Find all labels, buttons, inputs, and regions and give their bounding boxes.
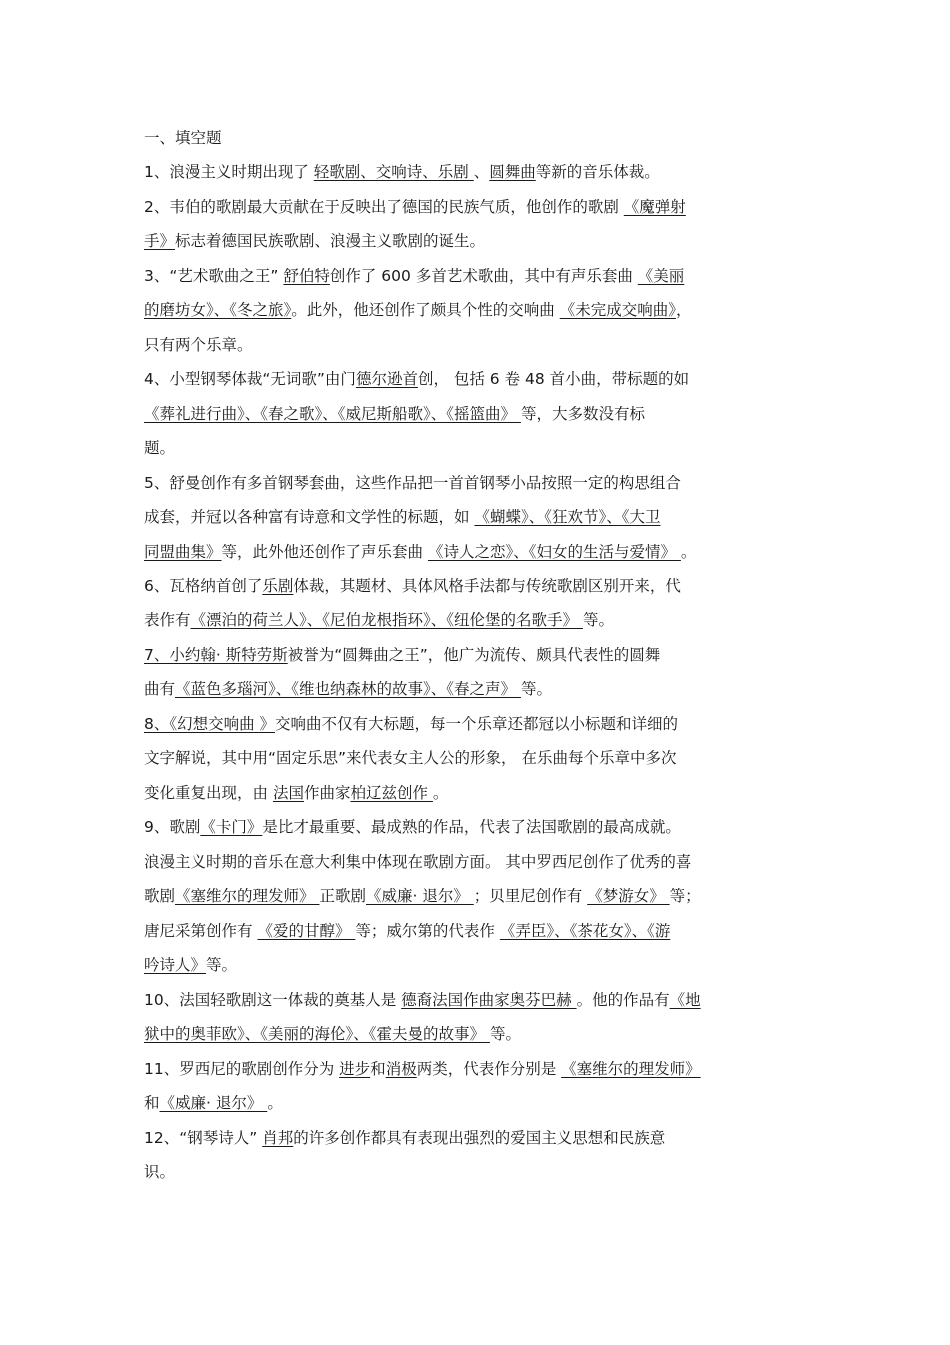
question-4-line-3: 题。 [144,439,176,457]
answer: 《葬礼进行曲》、《春之歌》、《威尼斯船歌》、《摇篮曲》 [144,405,521,423]
question-3-line-3: 只有两个乐章。 [144,336,253,354]
answer: 柏辽兹创作 [350,784,433,802]
answer: 7、小约翰· 斯特劳斯 [144,646,288,664]
answer: 舒伯特 [283,267,330,285]
question-9-line-2: 浪漫主义时期的音乐在意大利集中体现在歌剧方面。 其中罗西尼创作了优秀的喜 [144,853,692,871]
question-8-line-2: 文字解说，其中用“固定乐思”来代表女主人公的形象， 在乐曲每个乐章中多次 [144,749,677,767]
answer: 法国 [272,784,304,802]
answer: 圆舞曲 [489,163,536,181]
answer: 狱中的奥菲欧》、《美丽的海伦》、《霍夫曼的故事》 [144,1025,490,1043]
question-10-line-2: 狱中的奥菲欧》、《美丽的海伦》、《霍夫曼的故事》 等。 [144,1025,521,1043]
answer: 《梦游女》 [587,887,670,905]
answer: 《塞维尔的理发师》 [561,1060,701,1078]
answer: 《地 [669,991,701,1009]
answer: 《威廉· 退尔》 [159,1094,268,1112]
question-4-line-2: 《葬礼进行曲》、《春之歌》、《威尼斯船歌》、《摇篮曲》 等，大多数没有标 [144,405,645,423]
answer: 进步 [339,1060,371,1078]
answer: 吟诗人》 [144,956,207,974]
question-5-line-3: 同盟曲集》等，此外他还创作了声乐套曲 《诗人之恋》、《妇女的生活与爱情》 。 [144,543,697,561]
answer: 同盟曲集》 [144,543,222,561]
question-2-line-1: 2、韦伯的歌剧最大贡献在于反映出了德国的民族气质，他创作的歌剧 《魔弹射 [144,198,686,216]
question-4-line-1: 4、小型钢琴体裁“无词歌”由门德尔逊首创， 包括 6 卷 48 首小曲，带标题的如 [144,370,690,388]
question-11-line-1: 11、罗西尼的歌剧创作分为 进步和消极两类，代表作分别是 《塞维尔的理发师》 [144,1060,701,1078]
answer: 肖邦 [262,1129,294,1147]
question-1: 1、浪漫主义时期出现了 轻歌剧、交响诗、乐剧 、圆舞曲等新的音乐体裁。 [144,163,660,181]
answer: 手》 [144,232,176,250]
question-5-line-1: 5、舒曼创作有多首钢琴套曲，这些作品把一首首钢琴小品按照一定的构思组合 [144,474,681,492]
answer: 8、《幻想交响曲 》 [144,715,276,733]
answer: 的磨坊女》、《冬之旅》 [144,301,292,319]
answer: 德尔逊首 [355,370,418,388]
question-7-line-2: 曲有《蓝色多瑙河》、《维也纳森林的故事》、《春之声》 等。 [144,680,552,698]
question-8-line-1: 8、《幻想交响曲 》交响曲不仅有大标题，每一个乐章还都冠以小标题和详细的 [144,715,679,733]
question-10-line-1: 10、法国轻歌剧这一体裁的奠基人是 德裔法国作曲家奥芬巴赫 。他的作品有《地 [144,991,701,1009]
answer: 乐剧 [262,577,294,595]
answer: 轻歌剧、交响诗、乐剧 [313,163,474,181]
answer: 《魔弹射 [623,198,686,216]
answer: 德裔法国作曲家奥芬巴赫 [401,991,577,1009]
answer: 《美丽 [637,267,685,285]
answer: 《漂泊的荷兰人》、《尼伯龙根指环》、《纽伦堡的名歌手》 [190,611,583,629]
answer: 消极 [385,1060,417,1078]
question-9-line-1: 9、歌剧《卡门》是比才最重要、最成熟的作品，代表了法国歌剧的最高成就。 [144,818,681,836]
section-heading: 一、填空题 [144,129,222,147]
question-3-line-1: 3、“艺术歌曲之王” 舒伯特创作了 600 多首艺术歌曲，其中有声乐套曲 《美丽 [144,267,685,285]
answer: 《蝴蝶》、《狂欢节》、《大卫 [474,508,661,526]
question-7-line-1: 7、小约翰· 斯特劳斯被誉为“圆舞曲之王”，他广为流传、颇具代表性的圆舞 [144,646,661,664]
question-2-line-2: 手》标志着德国民族歌剧、浪漫主义歌剧的诞生。 [144,232,486,250]
answer: 《蓝色多瑙河》、《维也纳森林的故事》、《春之声》 [175,680,521,698]
answer: 《未完成交响曲》 [559,301,676,319]
question-3-line-2: 的磨坊女》、《冬之旅》。此外，他还创作了颇具个性的交响曲 《未完成交响曲》， [144,301,692,319]
question-5-line-2: 成套，并冠以各种富有诗意和文学性的标题，如 《蝴蝶》、《狂欢节》、《大卫 [144,508,661,526]
question-6-line-1: 6、瓦格纳首创了乐剧体裁，其题材、具体风格手法都与传统歌剧区别开来，代 [144,577,681,595]
question-9-line-4: 唐尼采第创作有 《爱的甘醇》 等；威尔第的代表作 《弄臣》、《茶花女》、《游 [144,922,671,940]
answer: 《爱的甘醇》 [257,922,356,940]
answer: 《卡门》 [200,818,263,836]
answer: 《威廉· 退尔》 [365,887,474,905]
question-9-line-3: 歌剧《塞维尔的理发师》 正歌剧《威廉· 退尔》 ；贝里尼创作有 《梦游女》 等； [144,887,701,905]
answer: 《诗人之恋》、《妇女的生活与爱情》 [427,543,681,561]
question-8-line-3: 变化重复出现，由 法国作曲家柏辽兹创作 。 [144,784,449,802]
answer: 《弄臣》、《茶花女》、《游 [499,922,671,940]
question-12-line-2: 识。 [144,1163,176,1181]
question-11-line-2: 和《威廉· 退尔》 。 [144,1094,283,1112]
question-6-line-2: 表作有《漂泊的荷兰人》、《尼伯龙根指环》、《纽伦堡的名歌手》 等。 [144,611,614,629]
question-12-line-1: 12、“钢琴诗人” 肖邦的许多创作都具有表现出强烈的爱国主义思想和民族意 [144,1129,666,1147]
answer: 《塞维尔的理发师》 [175,887,320,905]
question-9-line-5: 吟诗人》等。 [144,956,238,974]
